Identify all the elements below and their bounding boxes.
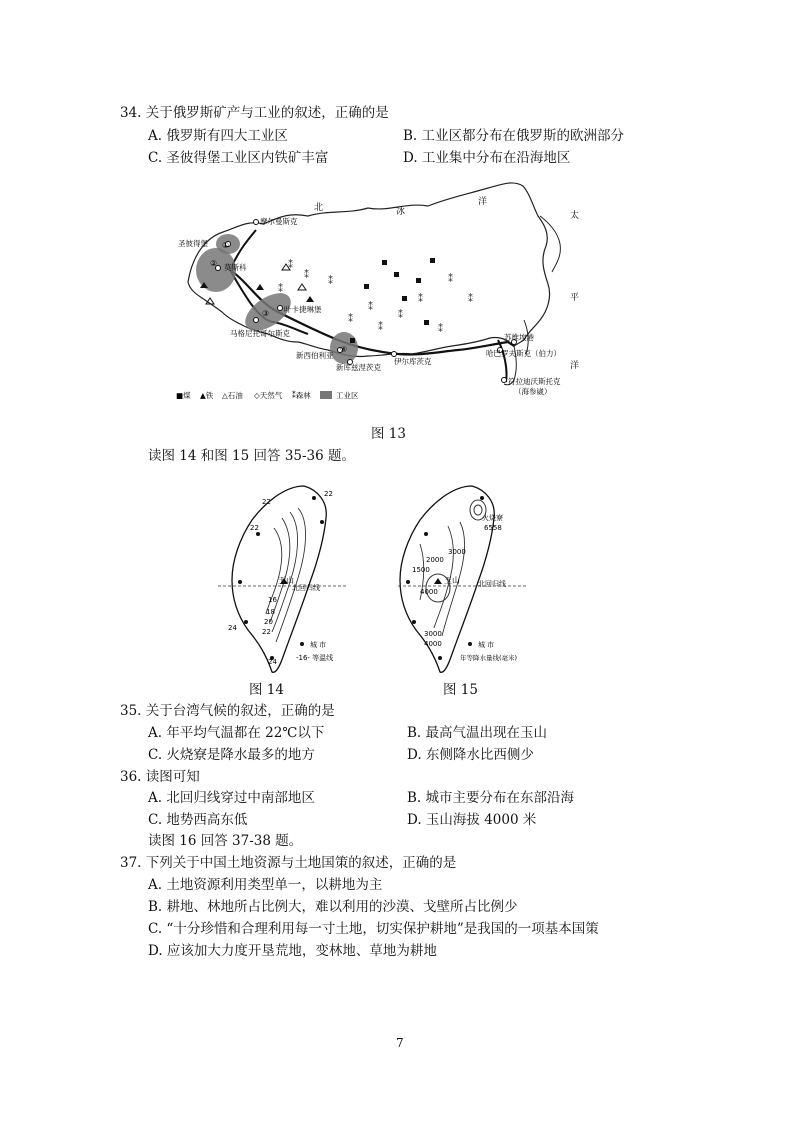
svg-text:20: 20 [264, 618, 273, 626]
fig15-huoshaoliao-val: 6558 [484, 524, 502, 532]
fig13-legend [176, 390, 359, 400]
q34-option-a: A. 俄罗斯有四大工业区 [148, 128, 288, 144]
q35-option-b: B. 最高气温出现在玉山 [407, 725, 548, 741]
railway-khabarovsk-vlad [498, 340, 507, 382]
fig15-caption: 图 15 [443, 682, 478, 698]
svg-text:◇天然气: ◇天然气 [254, 391, 283, 400]
intro-37-38: 读图 16 回答 37-38 题。 [148, 833, 303, 849]
fig14-legend-iso: -16- 等温线 [296, 654, 334, 662]
svg-text:1500: 1500 [412, 566, 430, 574]
svg-text:24: 24 [228, 624, 237, 632]
city-yekaterinburg: 叶卡捷琳堡 [284, 305, 322, 314]
svg-text:3000: 3000 [424, 630, 442, 638]
q37-stem: 37. 下列关于中国土地资源与土地国策的叙述，正确的是 [120, 855, 457, 871]
svg-text:⁑: ⁑ [448, 274, 453, 285]
svg-text:3000: 3000 [448, 548, 466, 556]
svg-text:22: 22 [250, 524, 259, 532]
q37-option-b: B. 耕地、林地所占比例大，难以利用的沙漠、戈壁所占比例少 [148, 899, 518, 915]
city-magnitogorsk: 马格尼托哥尔斯克 [230, 329, 290, 338]
q37-option-c: C. “十分珍惜和合理利用每一寸土地，切实保护耕地”是我国的一项基本国策 [148, 921, 599, 937]
q37-option-a: A. 土地资源利用类型单一，以耕地为主 [148, 877, 383, 893]
fig14-legend-city: 城 市 [310, 641, 327, 649]
q34-option-d: D. 工业集中分布在沿海地区 [403, 150, 571, 166]
svg-text:⁑: ⁑ [378, 322, 383, 333]
forest-symbols [278, 258, 473, 335]
city-khabarovsk: 哈巴罗夫斯克（伯力） [486, 349, 561, 358]
city-vladivostok: 符拉迪沃斯托克 [508, 377, 561, 386]
svg-text:⁑: ⁑ [328, 276, 333, 287]
svg-text:▲铁: ▲铁 [200, 391, 214, 400]
fig14-tropic: 北回归线 [292, 584, 320, 592]
circle-1: ① [222, 241, 230, 250]
q36-option-c: C. 地势西高东低 [148, 812, 248, 828]
svg-text:22: 22 [262, 498, 271, 506]
circle-3: ③ [262, 309, 270, 318]
q35-option-c: C. 火烧寮是降水最多的地方 [148, 747, 315, 763]
fig15-legend-iso: 年等降水量线(毫米) [460, 654, 518, 662]
svg-text:⁑: ⁑ [278, 284, 283, 295]
q35-stem: 35. 关于台湾气候的叙述，正确的是 [120, 703, 335, 719]
city-novokuznetsk: 新库兹涅茨克 [336, 363, 381, 372]
q36-option-d: D. 玉山海拔 4000 米 [407, 812, 537, 828]
ocean-ice: 冰 [396, 207, 406, 217]
pacific-yang: 洋 [570, 361, 580, 371]
circle-2: ② [210, 259, 218, 268]
fig14-caption: 图 14 [249, 682, 284, 698]
q34-stem: 34. 关于俄罗斯矿产与工业的叙述，正确的是 [120, 105, 389, 121]
circle-4: ④ [340, 345, 348, 354]
figure-15-taiwan-precipitation [398, 482, 528, 678]
q37-option-d: D. 应该加大力度开垦荒地，变林地、草地为耕地 [148, 943, 437, 959]
city-irkutsk: 伊尔库茨克 [394, 357, 432, 366]
page-number: 7 [396, 1036, 404, 1050]
q36-stem: 36. 读图可知 [120, 769, 200, 785]
svg-text:⁑: ⁑ [438, 324, 443, 335]
fig15-tropic: 北回归线 [478, 580, 506, 588]
q36-option-a: A. 北回归线穿过中南部地区 [148, 790, 315, 806]
city-stpetersburg: 圣彼得堡 [178, 239, 208, 248]
svg-text:16: 16 [268, 596, 277, 604]
svg-text:22: 22 [262, 628, 271, 636]
svg-text:■煤: ■煤 [176, 391, 191, 400]
svg-text:△石油: △石油 [222, 391, 243, 400]
q35-option-a: A. 年平均气温都在 22℃以下 [148, 725, 325, 741]
q34-option-c: C. 圣彼得堡工业区内铁矿丰富 [148, 150, 329, 166]
svg-text:⁑: ⁑ [398, 310, 403, 321]
fig15-yushan: 玉山 [444, 576, 460, 585]
svg-text:18: 18 [266, 608, 275, 616]
svg-text:⁑: ⁑ [348, 314, 353, 325]
svg-text:22: 22 [324, 490, 333, 498]
q35-option-d: D. 东侧降水比西侧少 [407, 747, 534, 763]
q34-option-b: B. 工业区都分布在俄罗斯的欧洲部分 [403, 128, 625, 144]
svg-text:⁑森林: ⁑森林 [292, 391, 311, 400]
figure-13-russia-map [168, 172, 588, 408]
ocean-north: 北 [314, 203, 324, 213]
svg-text:4000: 4000 [424, 640, 442, 648]
city-murmansk: 摩尔曼斯克 [260, 217, 298, 226]
svg-text:⁑: ⁑ [368, 302, 373, 313]
svg-text:⁑: ⁑ [288, 260, 293, 271]
fig14-yushan: 玉山 [278, 576, 294, 585]
city-moscow: 莫斯科 [224, 263, 247, 272]
svg-text:⁑: ⁑ [418, 294, 423, 305]
q36-option-b: B. 城市主要分布在东部沿海 [407, 790, 575, 806]
svg-text:24: 24 [268, 658, 277, 666]
fig13-caption: 图 13 [371, 426, 406, 442]
city-novosibirsk: 新西伯利亚 [296, 351, 334, 360]
svg-text:工业区: 工业区 [336, 391, 359, 400]
fig15-huoshaoliao: 火烧寮 [482, 514, 503, 522]
fig15-legend-city: 城 市 [478, 641, 495, 649]
city-sovetskaya: 苏维埃港 [504, 333, 534, 342]
svg-text:⁑: ⁑ [468, 294, 473, 305]
figure-14-taiwan-temperature [218, 482, 348, 678]
ocean-yang: 洋 [478, 197, 488, 207]
svg-text:⁑: ⁑ [304, 270, 309, 281]
pacific-ping: 平 [570, 293, 580, 303]
svg-text:2000: 2000 [426, 556, 444, 564]
pacific-tai: 太 [570, 211, 580, 221]
intro-35-36: 读图 14 和图 15 回答 35-36 题。 [148, 448, 356, 464]
svg-text:4000: 4000 [420, 588, 438, 596]
city-vladivostok-alt: （海参崴） [514, 387, 552, 396]
